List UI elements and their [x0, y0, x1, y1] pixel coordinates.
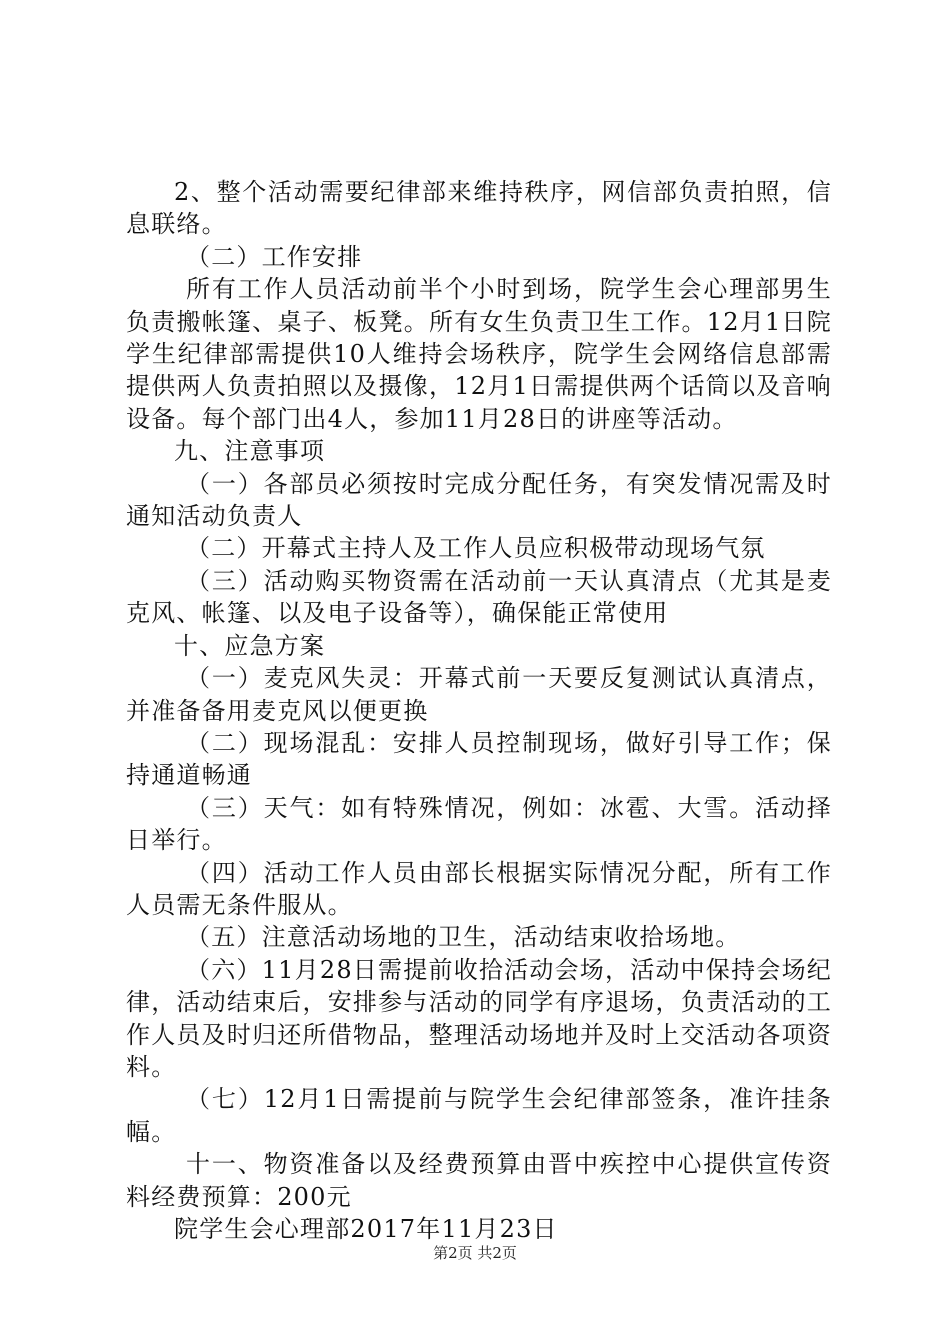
emergency-item-1: （一）麦克风失灵：开幕式前一天要反复测试认真清点，并准备备用麦克风以便更换 [126, 664, 832, 725]
heading-emergency-plan: 十、应急方案 [174, 631, 326, 660]
paragraph-staffing-note: 2、整个活动需要纪律部来维持秩序，网信部负责拍照，信息联络。 [126, 178, 832, 239]
emergency-item-6: （六）11月28日需提前收拾活动会场，活动中保持会场纪律，活动结束后，安排参与活动的同学有序退场，负责活动的工作人员及时归还所借物品，整理活动场地并及时上交活动各项资料。 [126, 955, 832, 1081]
note-item-3: （三）活动购买物资需在活动前一天认真清点（尤其是麦克风、帐篷、以及电子设备等），确保能正常使用 [126, 566, 832, 628]
paragraph-work-arrangement: 所有工作人员活动前半个小时到场，院学生会心理部男生负责搬帐篷、桌子、板凳。所有女生负责卫生工作。12月1日院学生纪律部需提供10人维持会场秩序，院学生会网络信息部需提供两人负责拍照以及摄像，12月1日需提供两个话筒以及音响设备。每个部门出4人，参加11月28日的讲座等活动。 [126, 275, 832, 433]
document-body [126, 176, 832, 1245]
emergency-item-7: （七）12月1日需提前与院学生会纪律部签条，准许挂条幅。 [126, 1085, 832, 1146]
page-footer: 第2页 共2页 [433, 1244, 517, 1262]
emergency-item-5: （五）注意活动场地的卫生，活动结束收拾场地。 [186, 923, 741, 952]
note-item-2: （二）开幕式主持人及工作人员应积极带动现场气氛 [186, 534, 766, 563]
emergency-item-3: （三）天气：如有特殊情况，例如：冰雹、大雪。活动择日举行。 [126, 793, 832, 855]
heading-work-arrangement: （二）工作安排 [186, 242, 363, 271]
heading-notes: 九、注意事项 [174, 437, 326, 466]
emergency-item-2: （二）现场混乱：安排人员控制现场，做好引导工作；保持通道畅通 [126, 728, 832, 790]
note-item-1: （一）各部员必须按时完成分配任务，有突发情况需及时通知活动负责人 [126, 469, 832, 531]
signature-line: 院学生会心理部2017年11月23日 [174, 1215, 558, 1243]
emergency-item-4: （四）活动工作人员由部长根据实际情况分配，所有工作人员需无条件服从。 [126, 858, 832, 919]
heading-budget: 十一、物资准备以及经费预算由晋中疾控中心提供宣传资料经费预算：200元 [126, 1150, 832, 1211]
